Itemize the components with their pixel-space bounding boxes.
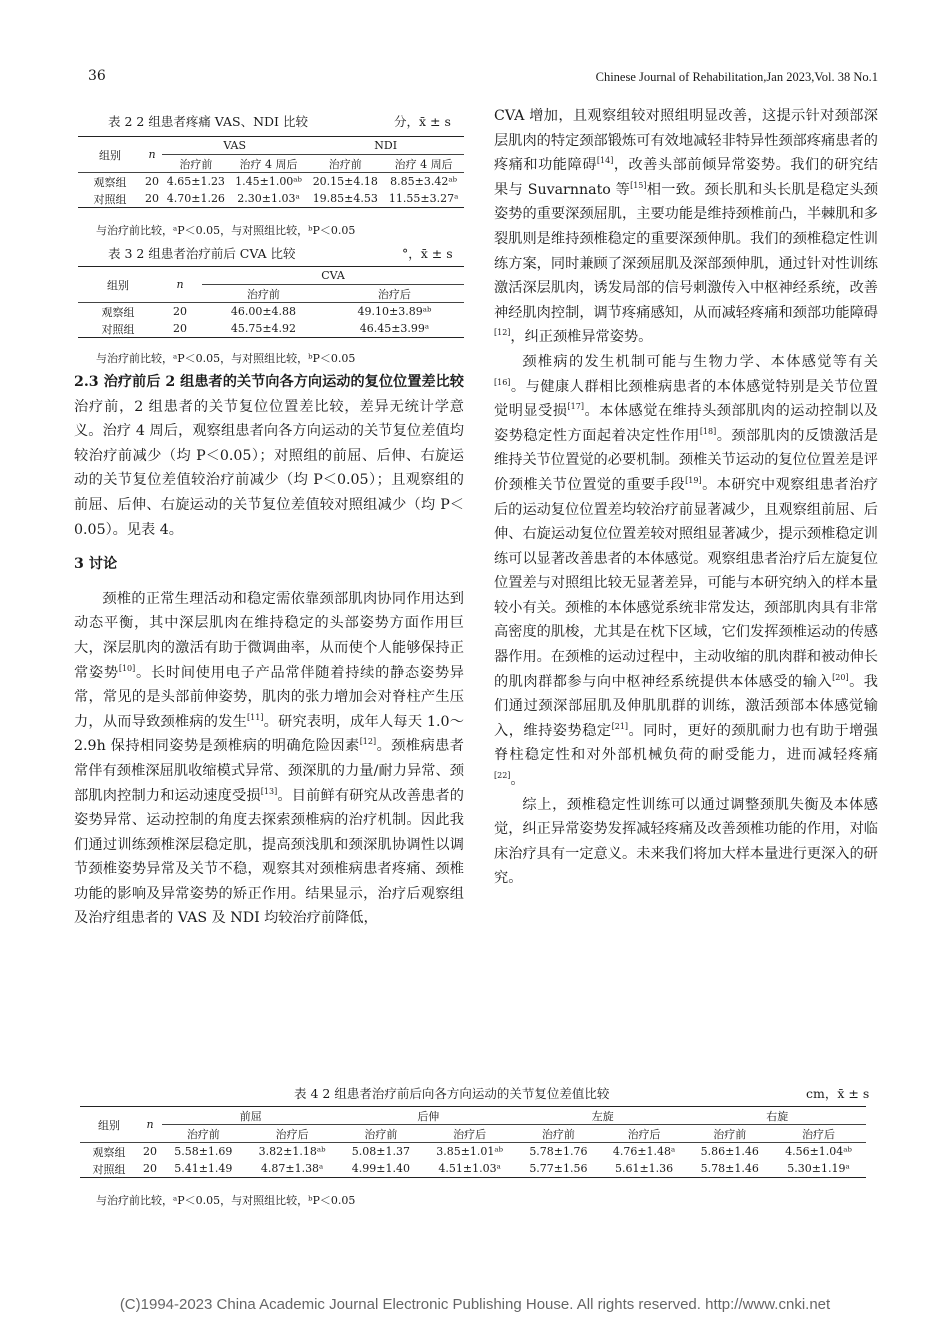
citation: [17] (567, 402, 584, 412)
cell: 4.65±1.23 (166, 175, 225, 188)
citation: [12] (494, 328, 511, 338)
cell: 20 (145, 192, 159, 205)
table3-note: 与治疗前比较，ᵃP＜0.05，与对照组比较，ᵇP＜0.05 (96, 352, 356, 365)
table4-col-n: n (138, 1107, 162, 1143)
cell: 3.82±1.18ᵃᵇ (258, 1145, 326, 1158)
table4-sub: 治疗前 (340, 1125, 423, 1143)
citation: [14] (596, 156, 614, 166)
cell: 对照组 (93, 192, 127, 206)
cell: 4.99±1.40 (351, 1162, 410, 1175)
discussion-p1 (74, 587, 464, 931)
text: 。本研究中观察组患者治疗后的运动复位位置差均较治疗前显著减少，且观察组前屈、后伸、右旋运动复位位置差较对照组显著减少，提示颈椎稳定训练可以显著改善患者的本体感觉。观察组患者治疗后左旋复位位置差与对照组比较无显著差异，可能与本研究纳入的样本量较小有关。颈椎的本体感觉系统非常发达，颈部肌肉具有非常高密度的肌梭，尤其是在枕下区域，它们发挥颈椎运动的传感器作用。在颈椎的运动过程中，主动收缩的肌肉群和被动伸长的肌肉群都参与向中枢神经系统提供本体感受的输入 (494, 476, 878, 690)
cell: 5.78±1.46 (700, 1162, 759, 1175)
citation: [11] (247, 712, 264, 722)
text: ，纠正颈椎异常姿势。 (510, 329, 653, 346)
table2-col-group: 组别 (78, 137, 142, 173)
cell: 49.10±3.89ᵃᵇ (357, 305, 432, 318)
table3-caption: 表 3 2 组患者治疗前后 CVA 比较 (108, 246, 296, 261)
table4-col-group: 组别 (80, 1107, 138, 1143)
cell: 5.30±1.19ᵃ (787, 1162, 850, 1175)
cell: 1.45±1.00ᵃᵇ (235, 175, 302, 188)
cell: 5.78±1.76 (529, 1145, 588, 1158)
text: CVA 增加，且观察组较对照组明显改善，这提示针对颈部深层肌肉的特定颈部锻炼可有效地减轻非特异性颈部疼痛患者的疼痛和功能障碍 (494, 108, 878, 174)
table4-note: 与治疗前比较，ᵃP＜0.05，与对照组比较，ᵇP＜0.05 (96, 1194, 356, 1207)
page-number: 36 (88, 68, 106, 84)
cell: 对照组 (101, 322, 135, 336)
table4-sub: 治疗前 (688, 1125, 771, 1143)
citation: [19] (685, 475, 702, 485)
cell: 20.15±4.18 (312, 175, 378, 188)
table4 (80, 1106, 866, 1178)
table4-sub: 治疗后 (771, 1125, 866, 1143)
table4-dir: 右旋 (688, 1107, 866, 1125)
cell: 4.76±1.48ᵃ (612, 1145, 676, 1158)
table3 (78, 266, 464, 338)
cell: 5.58±1.69 (174, 1145, 233, 1158)
table3-col-group: 组别 (78, 267, 158, 303)
cell: 20 (143, 1162, 157, 1175)
right-column (494, 104, 878, 891)
cell: 观察组 (101, 305, 135, 319)
table2-ndi-before: 治疗前 (307, 155, 383, 173)
table2-vas-before: 治疗前 (162, 155, 230, 173)
section-2-3-body: 治疗前，2 组患者的关节复位位置差比较，差异无统计学意义。治疗 4 周后，观察组患者向各方向运动的关节复位差值均较治疗前减少（均 P＜0.05）；对照组的前屈、后伸、右旋运动的关节复位差值较治疗前减少（均 P＜0.05）；且观察组的前屈、后伸、右旋运动的关节复位差值较对照组减少（均 P＜0.05）。见表 4。 (74, 398, 464, 538)
text: 。目前鲜有研究从改善患者的姿势异常、运动控制的角度去探索颈椎病的治疗机制。因此我们通过训练颈椎深层稳定肌，提高颈浅肌和颈深肌协调性以调节颈椎姿势异常及关节不稳，观察其对颈椎病患者疼痛、颈椎功能的影响及异常姿势的矫正作用。结果显示，治疗后观察组及治疗组患者的 VAS 及 NDI 均较治疗前降低， (74, 787, 464, 927)
table2-unit: 分，x̄ ± s (394, 114, 451, 129)
table-row (78, 320, 464, 338)
text: 。颈部肌肉的反馈激活是维持关节位置觉的必要机制。颈椎关节运动的复位位置差是评价颈椎关节位置觉的重要手段 (494, 427, 878, 493)
table-row (80, 1160, 866, 1178)
citation: [10] (118, 663, 136, 673)
cell: 46.00±4.88 (230, 305, 297, 318)
table3-col-before: 治疗前 (202, 285, 325, 303)
right-p1 (494, 104, 878, 350)
right-p3: 综上，颈椎稳定性训练可以通过调整颈肌失衡及本体感觉，纠正异常姿势发挥减轻疼痛及改善颈椎功能的作用，对临床治疗具有一定意义。未来我们将加大样本量进行更深入的研究。 (494, 796, 878, 887)
text: 。与健康人群相比颈椎病患者的本体感觉特别是关节位置觉明显受损 (494, 378, 878, 420)
table2-ndi-after: 治疗 4 周后 (383, 155, 464, 173)
table2-col-vas: VAS (162, 137, 307, 155)
table2-note: 与治疗前比较，ᵃP＜0.05，与对照组比较，ᵇP＜0.05 (96, 224, 356, 237)
text: 。同时，更好的颈肌耐力也有助于增强脊柱稳定性和对外部机械负荷的耐受能力，进而减轻疼痛 (494, 722, 878, 764)
cell: 观察组 (92, 1145, 126, 1159)
cell: 观察组 (93, 175, 127, 189)
table4-sub: 治疗前 (517, 1125, 600, 1143)
cell: 11.55±3.27ᵃ (388, 192, 459, 205)
text: 颈椎病的发生机制可能与生物力学、本体感觉等有关 (522, 353, 878, 370)
cell: 5.41±1.49 (174, 1162, 233, 1175)
cell: 5.86±1.46 (700, 1145, 759, 1158)
table4-sub: 治疗后 (600, 1125, 689, 1143)
cell: 20 (173, 305, 187, 318)
table2 (78, 136, 464, 208)
cell: 5.08±1.37 (351, 1145, 410, 1158)
cell: 2.30±1.03ᵃ (237, 192, 300, 205)
text: 。研究表明，成年人每天 1.0～2.9h 保持相同姿势是颈椎病的明确危险因素 (74, 713, 464, 755)
table2-vas-after: 治疗 4 周后 (230, 155, 308, 173)
table2-col-ndi: NDI (307, 137, 464, 155)
section-2-3 (74, 370, 464, 542)
citation: [15] (630, 180, 647, 190)
table4-sub: 治疗后 (422, 1125, 517, 1143)
cell: 20 (145, 175, 159, 188)
text: 。长时间使用电子产品常伴随着持续的静态姿势异常，常见的是头部前伸姿势，肌肉的张力增加会对脊柱产生压力，从而导致颈椎病的发生 (74, 664, 464, 730)
table4-dir: 前屈 (162, 1107, 340, 1125)
citation: [20] (832, 672, 849, 682)
cell: 20 (173, 322, 187, 335)
cell: 20 (143, 1145, 157, 1158)
table4-caption: 表 4 2 组患者治疗前后向各方向运动的关节复位差值比较 (294, 1086, 610, 1101)
cell: 5.61±1.36 (614, 1162, 674, 1175)
table-row (78, 303, 464, 321)
table3-unit: °，x̄ ± s (402, 246, 453, 261)
cell: 4.70±1.26 (166, 192, 225, 205)
cell: 4.87±1.38ᵃ (260, 1162, 324, 1175)
table3-col-n: n (158, 267, 202, 303)
cell: 5.77±1.56 (529, 1162, 588, 1175)
text: 。我们通过颈深部屈肌及伸肌肌群的训练，激活颈部本体感觉输入，维持姿势稳定 (494, 673, 878, 739)
table3-col-after: 治疗后 (325, 285, 464, 303)
citation: [21] (611, 721, 629, 731)
cell: 4.51±1.03ᵃ (438, 1162, 501, 1175)
text: 。 (510, 772, 525, 789)
table-row (78, 190, 464, 208)
citation: [13] (260, 786, 278, 796)
cell: 45.75±4.92 (230, 322, 297, 335)
table3-col-cva: CVA (202, 267, 464, 285)
table4-dir: 后伸 (340, 1107, 518, 1125)
table2-col-n: n (142, 137, 162, 173)
citation: [18] (699, 426, 717, 436)
text: 颈椎的正常生理活动和稳定需依靠颈部肌肉协同作用达到动态平衡，其中深层肌肉在维持稳定的头部姿势方面作用巨大，深层肌肉的激活有助于微调曲率，从而使个人能够保持正常姿势 (74, 590, 464, 681)
text: 。颈椎病患者常伴有颈椎深屈肌收缩模式异常、颈深肌的力量/耐力异常、颈部肌肉控制力和运动速度受损 (74, 738, 464, 804)
section-2-3-heading: 2.3 治疗前后 2 组患者的关节向各方向运动的复位位置差比较 (74, 374, 464, 390)
cell: 46.45±3.99ᵃ (359, 322, 430, 335)
citation: [16] (494, 377, 511, 387)
citation: [22] (494, 771, 511, 781)
table-row (78, 173, 464, 191)
table2-caption: 表 2 2 组患者疼痛 VAS、NDI 比较 (108, 114, 308, 129)
journal-header: Chinese Journal of Rehabilitation,Jan 2023,Vol. 38 No.1 (595, 70, 878, 84)
text: 相一致。颈长肌和头长肌是稳定头颈姿势的重要深颈屈肌，主要功能是维持颈椎前凸，半棘肌和多裂肌则是维持颈椎稳定的重要深颈伸肌。我们的颈椎稳定性训练方案，同时兼顾了深颈屈肌及深部颈伸肌，通过针对性训练激活深层肌肉，诱发局部的信号刺激传入中枢神经系统，改善神经肌肉控制，调节疼痛感知，从而减轻疼痛和颈部功能障碍 (494, 181, 878, 321)
table4-sub: 治疗前 (162, 1125, 245, 1143)
cell: 4.56±1.04ᵃᵇ (785, 1145, 852, 1158)
table4-unit: cm，x̄ ± s (806, 1086, 870, 1101)
text: 。本体感觉在维持头颈部肌肉的运动控制以及姿势稳定性方面起着决定性作用 (494, 403, 878, 444)
table-row (80, 1143, 866, 1161)
cell: 19.85±4.53 (312, 192, 378, 205)
table4-dir: 左旋 (517, 1107, 688, 1125)
left-column (74, 370, 464, 931)
cell: 8.85±3.42ᵃᵇ (390, 175, 458, 188)
citation: [12] (359, 737, 377, 747)
copyright-footer: (C)1994-2023 China Academic Journal Electronic Publishing House. All rights reserved. http://www.cnki.net (119, 1296, 831, 1313)
table4-sub: 治疗后 (245, 1125, 340, 1143)
text: ，改善头部前倾异常姿势。我们的研究结果与 Suvarnnato 等 (494, 157, 878, 198)
cell: 3.85±1.01ᵃᵇ (436, 1145, 504, 1158)
section-3-heading: 3 讨论 (74, 556, 118, 573)
cell: 对照组 (92, 1162, 126, 1176)
right-p2 (494, 350, 878, 793)
